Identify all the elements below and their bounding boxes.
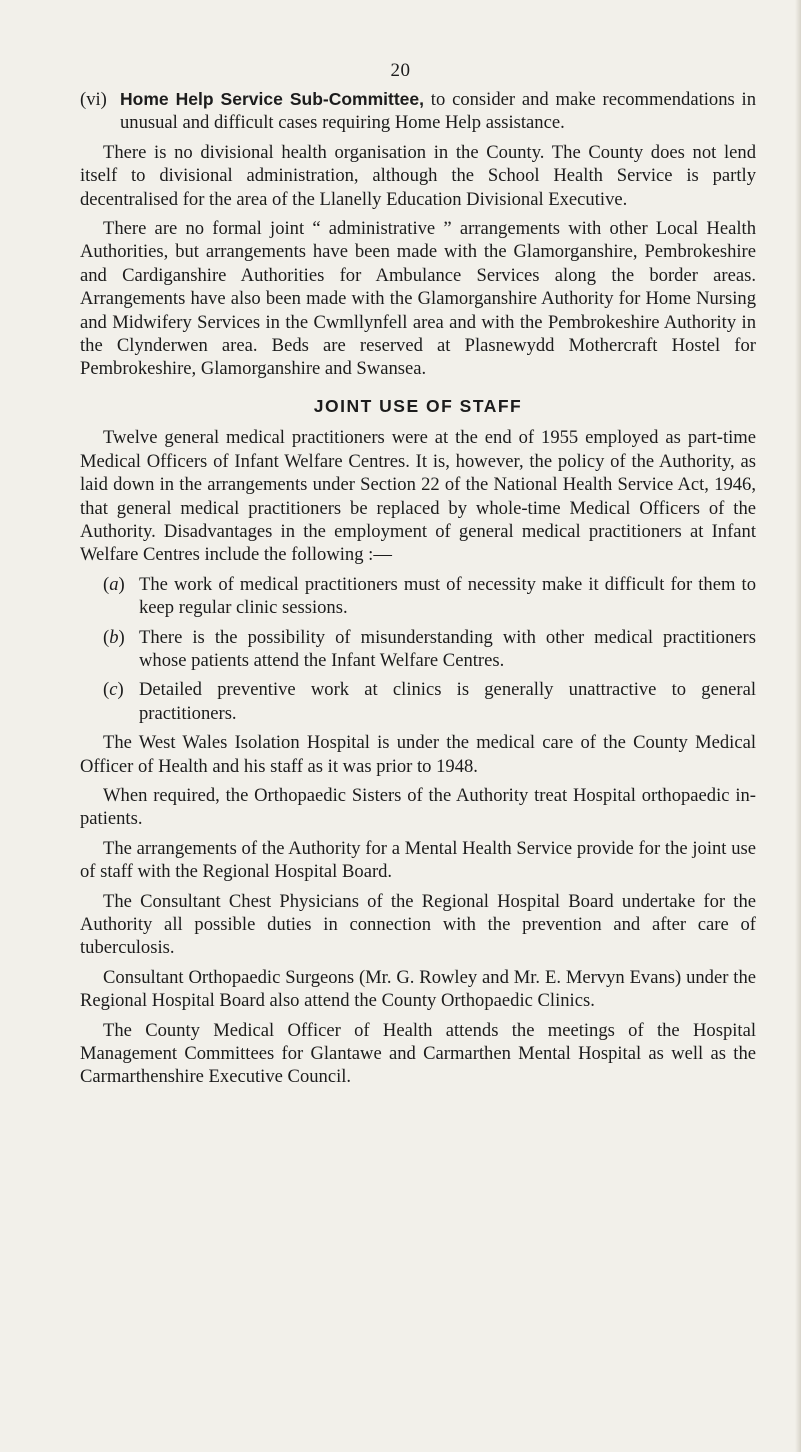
paragraph: There are no formal joint “ administrative ” arrangements with other Local Health Authorities, but arrangements have been made with the Glamorganshire, Pembrokeshire and Cardiganshire Authorities for Ambulance Services along the border areas. Arrangements have also been made with the Glamorganshire Authority for Home Nursing and Midwifery Services in the Cwmllynfell area and with the Pembrokeshire Authority in the Clynderwen area. Beds are reserved at Plasnewydd Mothercraft Hostel for Pembrokeshire, Glamorganshire and Swansea.: [80, 218, 756, 380]
paragraph: The Consultant Chest Physicians of the Regional Hospital Board undertake for the Authority all possible duties in connection with the prevention and after care of tuberculosis.: [80, 890, 756, 959]
list-item-text: Detailed preventive work at clinics is generally unattractive to general practitioners.: [139, 679, 756, 724]
page-edge-shadow: [795, 0, 801, 1452]
section-heading: JOINT USE OF STAFF: [313, 395, 523, 416]
list-item-c: [80, 678, 756, 725]
paragraph: The arrangements of the Authority for a Mental Health Service provide for the joint use of staff with the Regional Hospital Board.: [80, 837, 756, 883]
list-item-text: [120, 88, 756, 135]
page-number: 20: [390, 60, 411, 81]
list-item-b: [80, 626, 756, 673]
list-item-text: There is the possibility of misunderstanding with other medical practitioners whose patients attend the Infant Welfare Centres.: [139, 626, 756, 671]
paragraph: Consultant Orthopaedic Surgeons (Mr. G. Rowley and Mr. E. Mervyn Evans) under the Regional Hospital Board also attend the County Orthopaedic Clinics.: [80, 966, 756, 1012]
subcommittee-title: Home Help Service Sub-Committee,: [120, 89, 425, 109]
paragraph: Twelve general medical practitioners were at the end of 1955 employed as part-time Medical Officers of Infant Welfare Centres. It is, however, the policy of the Authority, as laid down in the arrangements under Section 22 of the National Health Service Act, 1946, that general medical practitioners be replaced by whole-time Medical Officers of the Authority. Disadvantages in the employment of general medical practitioners at Infant Welfare Centres include the following :—: [80, 427, 756, 566]
list-item-text: The work of medical practitioners must of necessity make it difficult for them to keep regular clinic sessions.: [139, 573, 756, 619]
paragraph: There is no divisional health organisation in the County. The County does not lend itself to divisional administration, although the School Health Service is partly decentralised for the area of the Llanelly Education Divisional Executive.: [80, 141, 756, 210]
list-item-a: [80, 573, 756, 620]
list-marker: (c): [103, 679, 124, 701]
subcommittee-description: to consider and make recommendations in unusual and difficult cases requiring Home Help assistance.: [120, 89, 756, 134]
paragraph: The County Medical Officer of Health attends the meetings of the Hospital Management Committees for Glantawe and Carmarthen Mental Hospital as well as the Carmarthenshire Executive Council.: [80, 1019, 756, 1088]
paragraph: The West Wales Isolation Hospital is under the medical care of the County Medical Officer of Health and his staff as it was prior to 1948.: [80, 732, 756, 777]
list-item-vi: [80, 88, 756, 135]
paragraph: When required, the Orthopaedic Sisters of the Authority treat Hospital orthopaedic in-patients.: [80, 784, 756, 830]
list-marker: (b): [103, 626, 125, 648]
list-marker: (vi): [80, 89, 107, 110]
page-body: [80, 88, 756, 1095]
list-marker: (a): [103, 573, 125, 595]
